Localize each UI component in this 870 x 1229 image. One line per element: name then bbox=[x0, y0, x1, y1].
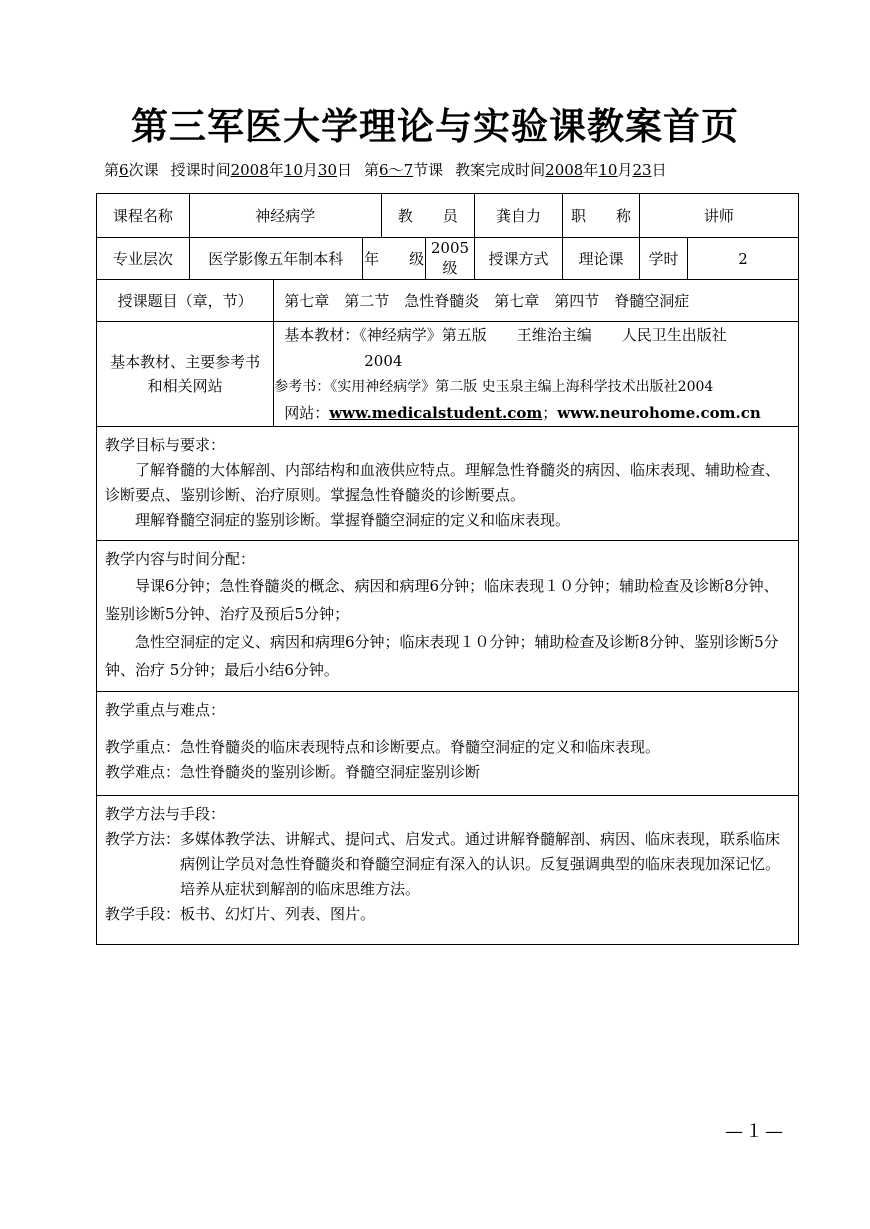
lesson-plan-table bbox=[96, 193, 799, 945]
website-label: 网站： bbox=[284, 404, 330, 422]
textbook-line: 基本教材：《神经病学》第五版 王维治主编 人民卫生出版社 bbox=[284, 326, 727, 344]
rank-label: 职 称 bbox=[563, 194, 640, 238]
periods: 6～7 bbox=[379, 161, 414, 179]
content-heading: 教学内容与时间分配： bbox=[105, 550, 256, 568]
complete-month: 10 bbox=[598, 161, 618, 179]
info-text: 年 bbox=[583, 161, 599, 179]
info-text: 教案完成时间 bbox=[455, 161, 546, 179]
complete-day: 23 bbox=[632, 161, 652, 179]
reference-book-line: 参考书：《实用神经病学》第二版 史玉泉主编上海科学技术出版社2004 bbox=[274, 379, 714, 395]
method-label: 授课方式 bbox=[474, 238, 563, 280]
objectives-paragraph-2: 理解脊髓空洞症的鉴别诊断。掌握脊髓空洞症的定义和临床表现。 bbox=[135, 511, 571, 529]
rank-value: 讲师 bbox=[639, 194, 798, 238]
info-text: 第 bbox=[104, 161, 120, 179]
info-text: 日 bbox=[337, 161, 353, 179]
course-value: 神经病学 bbox=[189, 194, 381, 238]
objectives-heading: 教学目标与要求： bbox=[105, 436, 226, 454]
grade-value: 2005级 bbox=[426, 238, 474, 280]
method-value: 理论课 bbox=[563, 238, 640, 280]
hours-value: 2 bbox=[688, 238, 799, 280]
website-link-1[interactable]: www.medicalstudent.com bbox=[329, 404, 543, 422]
methods-heading: 教学方法与手段： bbox=[105, 805, 226, 823]
teach-month: 10 bbox=[283, 161, 303, 179]
teacher-value: 龚自力 bbox=[474, 194, 563, 238]
level-label: 专业层次 bbox=[97, 238, 190, 280]
methods-tools: 教学手段：板书、幻灯片、列表、图片。 bbox=[105, 905, 376, 923]
content-paragraph-1: 导课6分钟；急性脊髓炎的概念、病因和病理6分钟；临床表现１０分钟；辅助检查及诊断8分钟、鉴别诊断5分钟、治疗及预后5分钟； bbox=[105, 577, 779, 623]
course-label: 课程名称 bbox=[97, 194, 190, 238]
methods-description: 多媒体教学法、讲解式、提问式、启发式。通过讲解脊髓解剖、病因、临床表现，联系临床病例让学员对急性脊髓炎和脊髓空洞症有深入的认识。反复强调典型的临床表现加深记忆。培养从症状到解剖的临床思维方法。 bbox=[180, 830, 781, 898]
info-text: 节课 bbox=[413, 161, 444, 179]
keypoints-focus: 教学重点：急性脊髓炎的临床表现特点和诊断要点。脊髓空洞症的定义和临床表现。 bbox=[105, 738, 661, 756]
grade-label: 年 级 bbox=[362, 238, 425, 280]
keypoints-section bbox=[97, 692, 799, 796]
teach-day: 30 bbox=[317, 161, 337, 179]
website-link-2[interactable]: www.neurohome.com.cn bbox=[557, 404, 761, 422]
page-number: —１— bbox=[725, 1121, 785, 1142]
keypoints-heading: 教学重点与难点： bbox=[105, 701, 226, 719]
info-text: 授课时间 bbox=[170, 161, 231, 179]
complete-year: 2008 bbox=[545, 161, 584, 179]
objectives-paragraph-1: 了解脊髓的大体解剖、内部结构和血液供应特点。理解急性脊髓炎的病因、临床表现、辅助检查、诊断要点、鉴别诊断、治疗原则。掌握急性脊髓炎的诊断要点。 bbox=[105, 461, 781, 504]
methods-section bbox=[97, 796, 799, 945]
materials-label: 基本教材、主要参考书 bbox=[110, 353, 261, 371]
page-title: 第三军医大学理论与实验课教案首页 bbox=[131, 104, 739, 148]
info-text: 月 bbox=[302, 161, 318, 179]
content-paragraph-2: 急性空洞症的定义、病因和病理6分钟；临床表现１０分钟；辅助检查及诊断8分钟、鉴别诊断5分钟、治疗 5分钟；最后小结6分钟。 bbox=[105, 633, 779, 679]
lesson-info-line bbox=[104, 159, 804, 180]
textbook-year: 2004 bbox=[364, 352, 403, 370]
hours-label: 学时 bbox=[639, 238, 687, 280]
teacher-label: 教 员 bbox=[381, 194, 474, 238]
info-text: 年 bbox=[268, 161, 284, 179]
teach-year: 2008 bbox=[230, 161, 269, 179]
session-number: 6 bbox=[119, 161, 129, 179]
materials-label-2: 和相关网站 bbox=[147, 377, 223, 395]
info-text: 月 bbox=[617, 161, 633, 179]
website-separator: ； bbox=[542, 404, 558, 422]
content-section bbox=[97, 541, 799, 692]
info-text: 日 bbox=[651, 161, 667, 179]
objectives-section bbox=[97, 427, 799, 541]
level-value: 医学影像五年制本科 bbox=[189, 238, 362, 280]
info-text: 次课 bbox=[128, 161, 159, 179]
topic-label: 授课题目（章，节） bbox=[97, 280, 274, 322]
info-text: 第 bbox=[364, 161, 380, 179]
keypoints-difficulty: 教学难点：急性脊髓炎的鉴别诊断。脊髓空洞症鉴别诊断 bbox=[105, 763, 481, 781]
methods-label: 教学方法： bbox=[105, 830, 181, 848]
topic-value: 第七章 第二节 急性脊髓炎 第七章 第四节 脊髓空洞症 bbox=[274, 280, 799, 322]
